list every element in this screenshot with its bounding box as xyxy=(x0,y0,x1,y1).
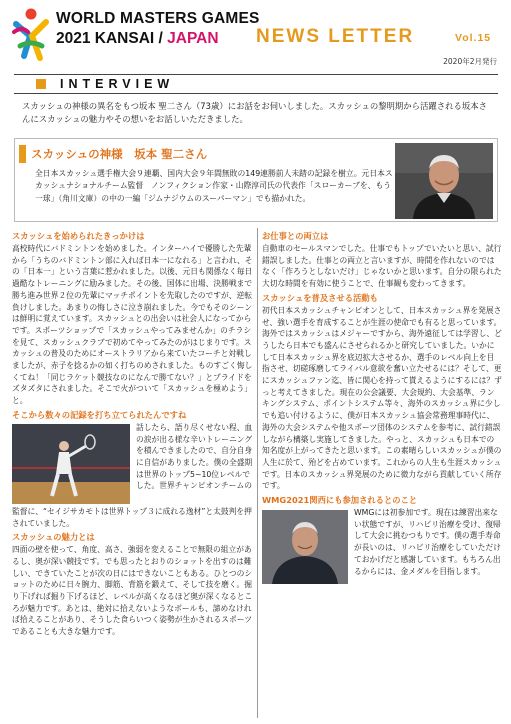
portrait-photo xyxy=(395,143,493,219)
org-japan: JAPAN xyxy=(167,30,219,47)
section-heading: スカッシュの魅力とは xyxy=(12,532,95,543)
interview-intro: スカッシュの神様の異名をもつ坂本 聖二さん（73歳）にお話をお伺いしました。スカッシュの黎明期から活躍される坂本さんにスカッシュの魅力やその想いをお話しいただきました。 xyxy=(22,101,488,124)
coach-image-icon xyxy=(262,510,348,584)
section-with-photo xyxy=(12,422,254,506)
section-body: 話したら、語り尽くせない程、血の涙が出る様な辛いトレーニングを積んできましたので、自分自身に自信がありました。僕の全盛期は世界のトップ5~10位レベルでした。世界チャンピオンチームの xyxy=(136,422,253,491)
coach-photo xyxy=(262,510,348,584)
section-heading: そこから数々の記録を打ち立てられたんですね xyxy=(12,409,187,420)
portrait-image-icon xyxy=(395,143,493,219)
org-name-line1: WORLD MASTERS GAMES xyxy=(56,10,260,27)
section-body: 四面の壁を使って、角度、高さ、強弱を変えることで無限の組立があるし、奥が深い競技です。でも思ったとおりのショットを出すのは難しい、できていたことが次の日にはできないこともある。ひとつのショットのために日々腕力、脚筋、背筋を鍛えて、そして技を磨く。掘り下げれば掘り下げるほど、レベルが高くなるほど奥が深くなるところが魅力です。あとは、絶対に拾えないようなボールも、諦めなければ拾えることがあり、そうした食らいつく姿勢が生かされるスポーツであることも大きな魅力です。 xyxy=(12,545,253,637)
right-column xyxy=(262,228,502,586)
match-photo xyxy=(12,424,130,504)
interview-banner xyxy=(14,74,498,94)
profile-title: スカッシュの神様 坂本 聖二さん xyxy=(31,147,208,161)
squash-match-image-icon xyxy=(12,424,130,504)
profile-description: 全日本スカッシュ選手権大会９連覇、国内大会９年間無敗の149連勝前人未踏の記録を樹立。元日本スカッシュナショナルチーム監督 ノンフィクション作家・山際淳司氏の代表作「スローカーブを、もう一球」（角川文庫）の中の一編「ジムナジウムのスーパーマン」でも描かれた。 xyxy=(35,169,393,203)
org-name-line2 xyxy=(56,30,219,48)
newsletter-title: NEWS LETTER xyxy=(256,26,415,47)
section-body: 初代日本スカッシュチャンピオンとして、日本スカッシュ界を発展させ、強い選手を育成することが生涯の使命でも有ると思っています。海外ではスカッシュはメジャーですから、海外遠征しては学習し、どうしたら日本でも盛んにさせられるかと研究していました。いかにして日本スカッシュ界を底辺拡大させるか、選手のレベル向上を目指させ、切磋琢磨してライバル意欲を奮い立たせるには？そして、更にスカッシュファン迄、皆に関心を持って貰えるようにするには？ずっと考えてきました。現在の公会議要、大会規約、大会基準、ランキングシステム、ポイントシステム等々、海外のスカッシュ界に少しでも追い付けるように、僕が日本スカッシュ協会常務理事時代に、海外の大会システムや他スポーツ団体のシステムを参考に、試行錯誤しながら構築し実施してきました。やっと、スカッシュも日本での知名度が上がってきたと思います。この素晴らしいスカッシュが僕の人生に於て、殆どを占めています。これからの人生も生涯スカッシュです。日本のスカッシュ界発展のために微力ながら貢献していく所存です。 xyxy=(262,305,502,491)
section-body: WMGには初参加です。現在は練習出来ない状態ですが、リハビリ治療を受け、復帰して大会に挑むつもりです。僕の選手寿命が長いのは、リハビリ治療をしていただけておかげだと感謝しています。もちろん出るからには、金メダルを目指します。 xyxy=(354,508,502,576)
org-year-kansai: 2021 KANSAI / xyxy=(56,30,168,47)
section-with-photo xyxy=(262,507,502,586)
volume-number: Vol.15 xyxy=(455,32,492,44)
section-body: 高校時代にバドミントンを始めました。インターハイで優勝した先輩から「うちのバドミントン部に入れば日本一になれる」と言われ、その「日本一」という言葉に惹かれました。以後、元日も関係なく毎日過酷なトレーニングに励みました。その後、国体に出場、決勝戦まで勝ち進み世界２位の先輩にマッチポイントを先取したのですが、逆転負けしました。あまりの悔しさに泣き崩れました。今でもそのシーンは鮮明に覚えています。スカッシュとの出会いは社会人になってからです。スポーツショップで「スカッシュやってみませんか」のチラシを見て、スカッシュクラブで初めてやってみたのがはじまりです。スカッシュの普及のためにオーストラリアから来ていたコーチと対戦しましたが、赤子を捻るかの如く打ちのめされました。ものすごく悔しくてね！「同じラケット競技なのになんで勝てない？」とプライドをズタズタにされました。そこで火がついて「スカッシュを極めよう」と。 xyxy=(12,244,253,406)
section-heading: お仕事との両立は xyxy=(262,231,329,241)
banner-square-icon xyxy=(36,79,46,89)
section-heading: WMG2021関西にも参加されるとのこと xyxy=(262,495,418,506)
newsletter-header xyxy=(0,0,511,72)
wmg-logo-icon xyxy=(10,6,52,62)
section-heading: スカッシュを始められたきっかけは xyxy=(12,231,145,241)
section-heading: スカッシュを普及させる活動も xyxy=(262,292,378,303)
profile-box xyxy=(14,138,498,222)
issue-date: 2020年2月発行 xyxy=(443,57,497,66)
left-column xyxy=(12,228,254,638)
section-body-continued: 監督に、“セイジサカモトは世界トップ３に成れる逸材”と太鼓判を押されていました。 xyxy=(12,506,252,528)
column-divider xyxy=(257,228,258,718)
profile-accent-bar xyxy=(19,145,26,163)
section-body: 自動車のセールスマンでした。仕事でもトップでいたいと思い、試行錯誤しました。仕事との両立と言いますが、時間を作れないのではなく「作ろうとしないだけ」じゃないかと思います。自分の限られた大切な時間を有効に使うことで、仕事観も変わってきます。 xyxy=(262,244,502,289)
interview-label: INTERVIEW xyxy=(60,77,175,91)
